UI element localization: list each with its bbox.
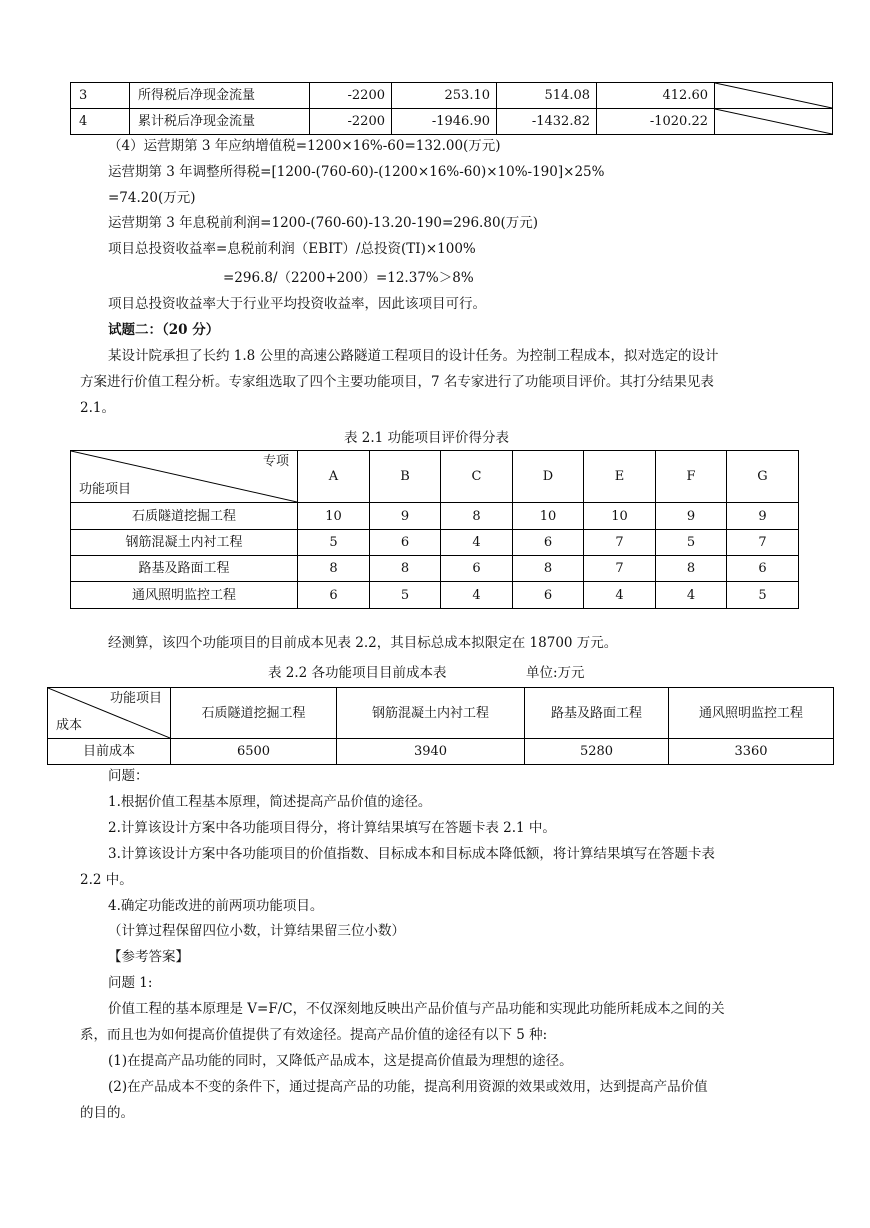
score-cell: 5 [656,530,727,556]
calc-line: =74.20(万元) [108,190,196,206]
corner-bottom-label: 成本 [56,718,83,733]
table-header-row [48,688,834,739]
score-cell: 5 [727,582,799,609]
diagonal-cell [715,83,833,109]
calc-line: 项目总投资收益率大于行业平均投资收益率，因此该项目可行。 [108,296,486,312]
score-cell: 9 [370,503,441,530]
expert-header: A [298,451,370,503]
corner-top-label: 功能项目 [109,691,162,706]
cost-cell: 3360 [669,739,834,765]
answer-heading: 【参考答案】 [108,949,189,965]
function-name: 石质隧道挖掘工程 [71,503,298,530]
score-cell: 6 [441,556,513,582]
table-row [48,739,834,765]
function-name: 路基及路面工程 [71,556,298,582]
score-cell: 4 [656,582,727,609]
corner-top-label: 专项 [262,454,289,469]
question-title: 试题二：（20 分） [108,322,220,338]
score-cell: 8 [441,503,513,530]
question-item: 1.根据价值工程基本原理，简述提高产品价值的途径。 [108,794,432,810]
cell-value: 412.60 [597,83,715,109]
score-cell: 7 [727,530,799,556]
intro-paragraph: 2.1。 [80,400,115,416]
table-row [71,556,799,582]
function-name: 通风照明监控工程 [71,582,298,609]
table-row [71,530,799,556]
row-number: 4 [71,109,130,135]
cell-value: -2200 [310,83,392,109]
questions-heading: 问题： [108,768,149,784]
expert-header: F [656,451,727,503]
cell-value: -1020.22 [597,109,715,135]
calc-line: 运营期第 3 年息税前利润=1200-(760-60)-13.20-190=296.80(万元) [108,215,539,231]
corner-cell [71,451,298,503]
row-label: 所得税后净现金流量 [130,83,310,109]
question-item: 2.计算该设计方案中各功能项目得分，将计算结果填写在答题卡表 2.1 中。 [108,820,556,836]
table2-unit: 单位:万元 [526,665,585,681]
score-cell: 4 [584,582,656,609]
score-cell: 7 [584,556,656,582]
intro-paragraph: 某设计院承担了长约 1.8 公里的高速公路隧道工程项目的设计任务。为控制工程成本，拟对选定的设计 [108,348,719,364]
cashflow-table [70,82,833,135]
cost-cell: 3940 [337,739,525,765]
score-cell: 7 [584,530,656,556]
score-cell: 10 [584,503,656,530]
score-cell: 6 [370,530,441,556]
question-item: 3.计算该设计方案中各功能项目的价值指数、目标成本和目标成本降低额，将计算结果填写在答题卡表 [108,846,715,862]
score-cell: 6 [727,556,799,582]
cost-cell: 6500 [171,739,337,765]
score-cell: 4 [441,530,513,556]
cell-value: 514.08 [497,83,597,109]
cost-cell: 5280 [525,739,669,765]
answer-text: (2)在产品成本不变的条件下，通过提高产品的功能，提高利用资源的效果或效用，达到提高产品价值 [108,1079,708,1095]
cell-value: -1946.90 [392,109,497,135]
calc-line: （4）运营期第 3 年应纳增值税=1200×16%-60=132.00(万元) [108,138,501,154]
answer-text: 价值工程的基本原理是 V=F/C，不仅深刻地反映出产品价值与产品功能和实现此功能所耗成本之间的关 [108,1001,725,1017]
score-cell: 6 [298,582,370,609]
table-row [71,109,833,135]
diagonal-cell [715,109,833,135]
score-cell: 8 [298,556,370,582]
cell-value: 253.10 [392,83,497,109]
cost-paragraph: 经测算，该四个功能项目的目前成本见表 2.2，其目标总成本拟限定在 18700 万元。 [108,635,618,651]
table2-caption: 表 2.2 各功能项目目前成本表 [268,665,447,681]
score-cell: 9 [727,503,799,530]
function-header: 石质隧道挖掘工程 [171,688,337,739]
score-cell: 8 [370,556,441,582]
cell-value: -2200 [310,109,392,135]
answer-text: 的目的。 [80,1105,134,1121]
score-cell: 6 [513,530,584,556]
answer-text: 系，而且也为如何提高价值提供了有效途径。提高产品价值的途径有以下 5 种: [80,1027,548,1043]
function-score-table [70,450,799,609]
score-cell: 9 [656,503,727,530]
score-cell: 5 [298,530,370,556]
question-note: （计算过程保留四位小数，计算结果留三位小数） [108,923,405,939]
score-cell: 6 [513,582,584,609]
table-row [71,83,833,109]
expert-header: E [584,451,656,503]
calc-line: 运营期第 3 年调整所得税=[1200-(760-60)-(1200×16%-60)×10%-190]×25% [108,164,605,180]
table-row [71,503,799,530]
question-item: 4.确定功能改进的前两项功能项目。 [108,898,324,914]
question-item: 2.2 中。 [80,872,133,888]
function-header: 路基及路面工程 [525,688,669,739]
function-header: 通风照明监控工程 [669,688,834,739]
corner-bottom-label: 功能项目 [79,482,132,497]
corner-cell [48,688,171,739]
expert-header: C [441,451,513,503]
calc-line: =296.8/（2200+200）=12.37%＞8% [223,270,474,286]
expert-header: B [370,451,441,503]
score-cell: 4 [441,582,513,609]
calc-line: 项目总投资收益率=息税前利润（EBIT）/总投资(TI)×100% [108,241,476,257]
cell-value: -1432.82 [497,109,597,135]
score-cell: 10 [513,503,584,530]
row-number: 3 [71,83,130,109]
table1-caption: 表 2.1 功能项目评价得分表 [344,430,510,446]
score-cell: 8 [513,556,584,582]
table-header-row [71,451,799,503]
table-row [71,582,799,609]
score-cell: 8 [656,556,727,582]
expert-header: G [727,451,799,503]
answer-text: (1)在提高产品功能的同时，又降低产品成本，这是提高价值最为理想的途径。 [108,1053,573,1069]
row-label: 目前成本 [48,739,171,765]
answer-subheading: 问题 1: [108,975,153,991]
score-cell: 10 [298,503,370,530]
intro-paragraph: 方案进行价值工程分析。专家组选取了四个主要功能项目，7 名专家进行了功能项目评价。其打分结果见表 [80,374,714,390]
expert-header: D [513,451,584,503]
function-name: 钢筋混凝土内衬工程 [71,530,298,556]
row-label: 累计税后净现金流量 [130,109,310,135]
score-cell: 5 [370,582,441,609]
current-cost-table [47,687,834,765]
function-header: 钢筋混凝土内衬工程 [337,688,525,739]
